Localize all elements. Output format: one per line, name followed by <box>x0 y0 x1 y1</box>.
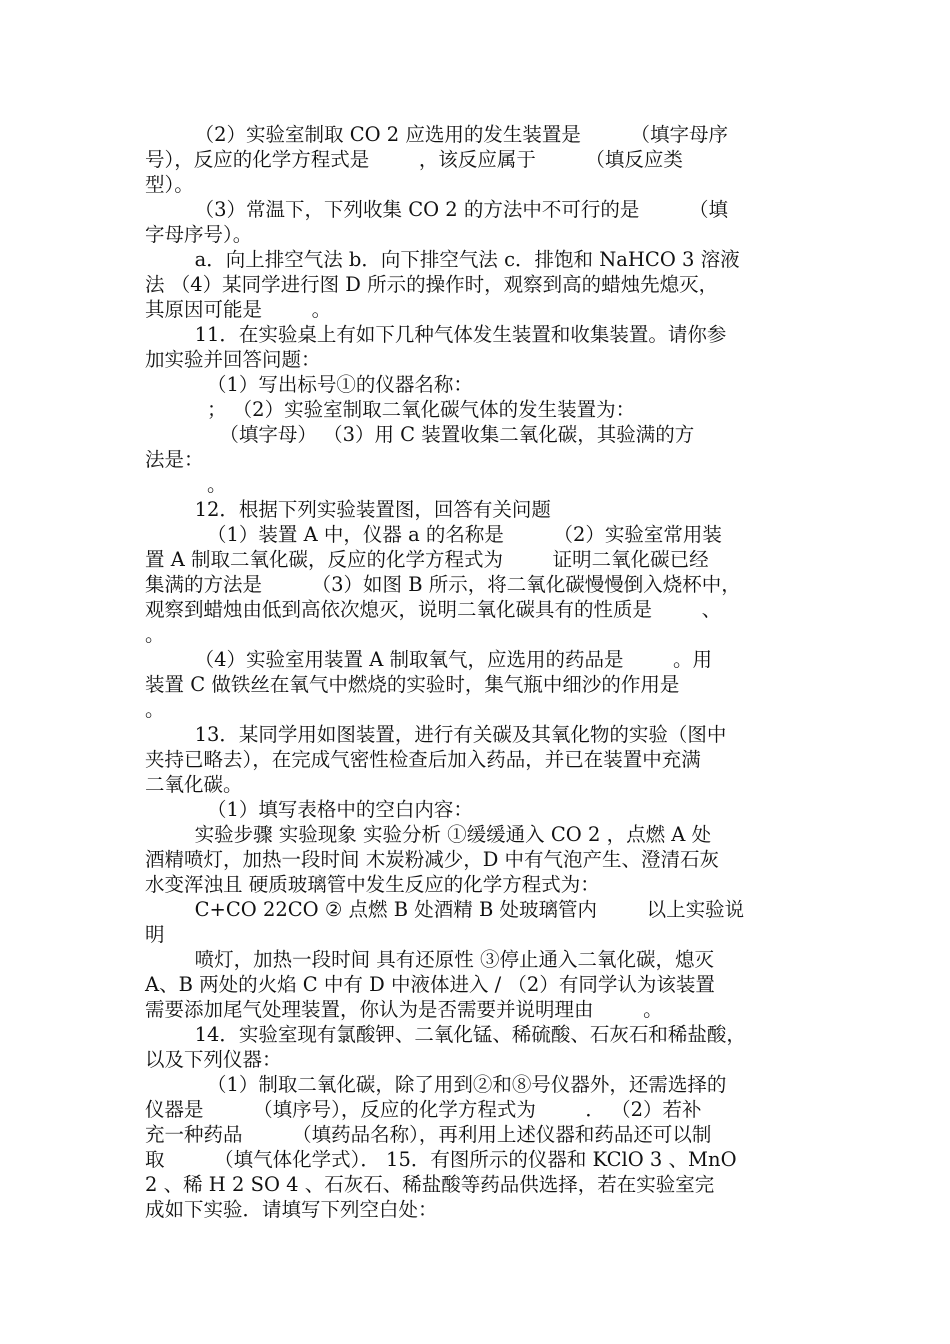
text-line: 加实验并回答问题： <box>145 348 321 371</box>
text-line: 11．在实验桌上有如下几种气体发生装置和收集装置。请你参 <box>145 323 727 346</box>
text-line: 法是： <box>145 448 204 471</box>
text-line: ； （2）实验室制取二氧化碳气体的发生装置为： <box>145 398 636 421</box>
text-line: 水变浑浊且 硬质玻璃管中发生反应的化学方程式为： <box>145 873 600 896</box>
text-line: 。 <box>145 623 165 646</box>
text-line: 14．实验室现有氯酸钾、二氧化锰、稀硫酸、石灰石和稀盐酸， <box>145 1023 746 1046</box>
text-line: 明 <box>145 923 165 946</box>
text-line: 置 A 制取二氧化碳，反应的化学方程式为 证明二氧化碳已经 <box>145 548 709 571</box>
text-line: 字母序号）。 <box>145 223 253 246</box>
text-line: 法 （4）某同学进行图 D 所示的操作时，观察到高的蜡烛先熄灭， <box>145 273 719 296</box>
text-line: a．向上排空气法 b．向下排空气法 c．排饱和 NaHCO 3 溶液 <box>145 248 740 271</box>
text-line: （4）实验室用装置 A 制取氧气，应选用的药品是 。用 <box>145 648 713 671</box>
text-line: 号），反应的化学方程式是 ，该反应属于 （填反应类 <box>145 148 683 171</box>
text-line: （填字母） （3）用 C 装置收集二氧化碳，其验满的方 <box>145 423 695 446</box>
text-line: C+CO 22CO ② 点燃 B 处酒精 B 处玻璃管内 以上实验说 <box>145 898 745 921</box>
text-line: 夹持已略去），在完成气密性检查后加入药品，并已在装置中充满 <box>145 748 701 771</box>
text-line: 实验步骤 实验现象 实验分析 ①缓缓通入 CO 2 ，点燃 A 处 <box>145 823 712 846</box>
text-line: 。 <box>145 473 227 496</box>
text-line: 13．某同学用如图装置，进行有关碳及其氧化物的实验（图中 <box>145 723 727 746</box>
text-line: （2）实验室制取 CO 2 应选用的发生装置是 （填字母序 <box>145 123 728 146</box>
text-line: （1）写出标号①的仪器名称： <box>145 373 473 396</box>
document-body <box>145 122 810 1222</box>
text-line: （1）填写表格中的空白内容： <box>145 798 473 821</box>
text-line: 其原因可能是 。 <box>145 298 332 321</box>
text-line: 需要添加尾气处理装置，你认为是否需要并说明理由 。 <box>145 998 663 1021</box>
text-line: 集满的方法是 （3）如图 B 所示，将二氧化碳慢慢倒入烧杯中， <box>145 573 741 596</box>
text-line: 仪器是 （填序号），反应的化学方程式为 ． （2）若补 <box>145 1098 702 1121</box>
text-line: （1）制取二氧化碳，除了用到②和⑧号仪器外，还需选择的 <box>145 1073 727 1096</box>
text-line: 充一种药品 （填药品名称），再利用上述仪器和药品还可以制 <box>145 1123 712 1146</box>
text-line: A、B 两处的火焰 C 中有 D 中液体进入 / （2）有同学认为该装置 <box>145 973 715 996</box>
text-line: 取 （填气体化学式）． 15．有图所示的仪器和 KClO 3 、MnO <box>145 1148 737 1171</box>
text-line: 二氧化碳。 <box>145 773 243 796</box>
text-line: 酒精喷灯，加热一段时间 木炭粉减少，D 中有气泡产生、澄清石灰 <box>145 848 720 871</box>
text-line: （3）常温下，下列收集 CO 2 的方法中不可行的是 （填 <box>145 198 728 221</box>
text-line: 成如下实验．请填写下列空白处： <box>145 1198 438 1221</box>
text-line: 。 <box>145 698 165 721</box>
text-line: 12．根据下列实验装置图，回答有关问题 <box>145 498 551 521</box>
text-line: （1）装置 A 中，仪器 a 的名称是 （2）实验室常用装 <box>145 523 722 546</box>
text-line: 装置 C 做铁丝在氧气中燃烧的实验时，集气瓶中细沙的作用是 <box>145 673 680 696</box>
text-line: 以及下列仪器： <box>145 1048 282 1071</box>
text-line: 2 、稀 H 2 SO 4 、石灰石、稀盐酸等药品供选择，若在实验室完 <box>145 1173 715 1196</box>
text-line: 型）。 <box>145 173 194 196</box>
text-line: 观察到蜡烛由低到高依次熄灭，说明二氧化碳具有的性质是 、 <box>145 598 722 621</box>
text-line: 喷灯，加热一段时间 具有还原性 ③停止通入二氧化碳，熄灭 <box>145 948 714 971</box>
